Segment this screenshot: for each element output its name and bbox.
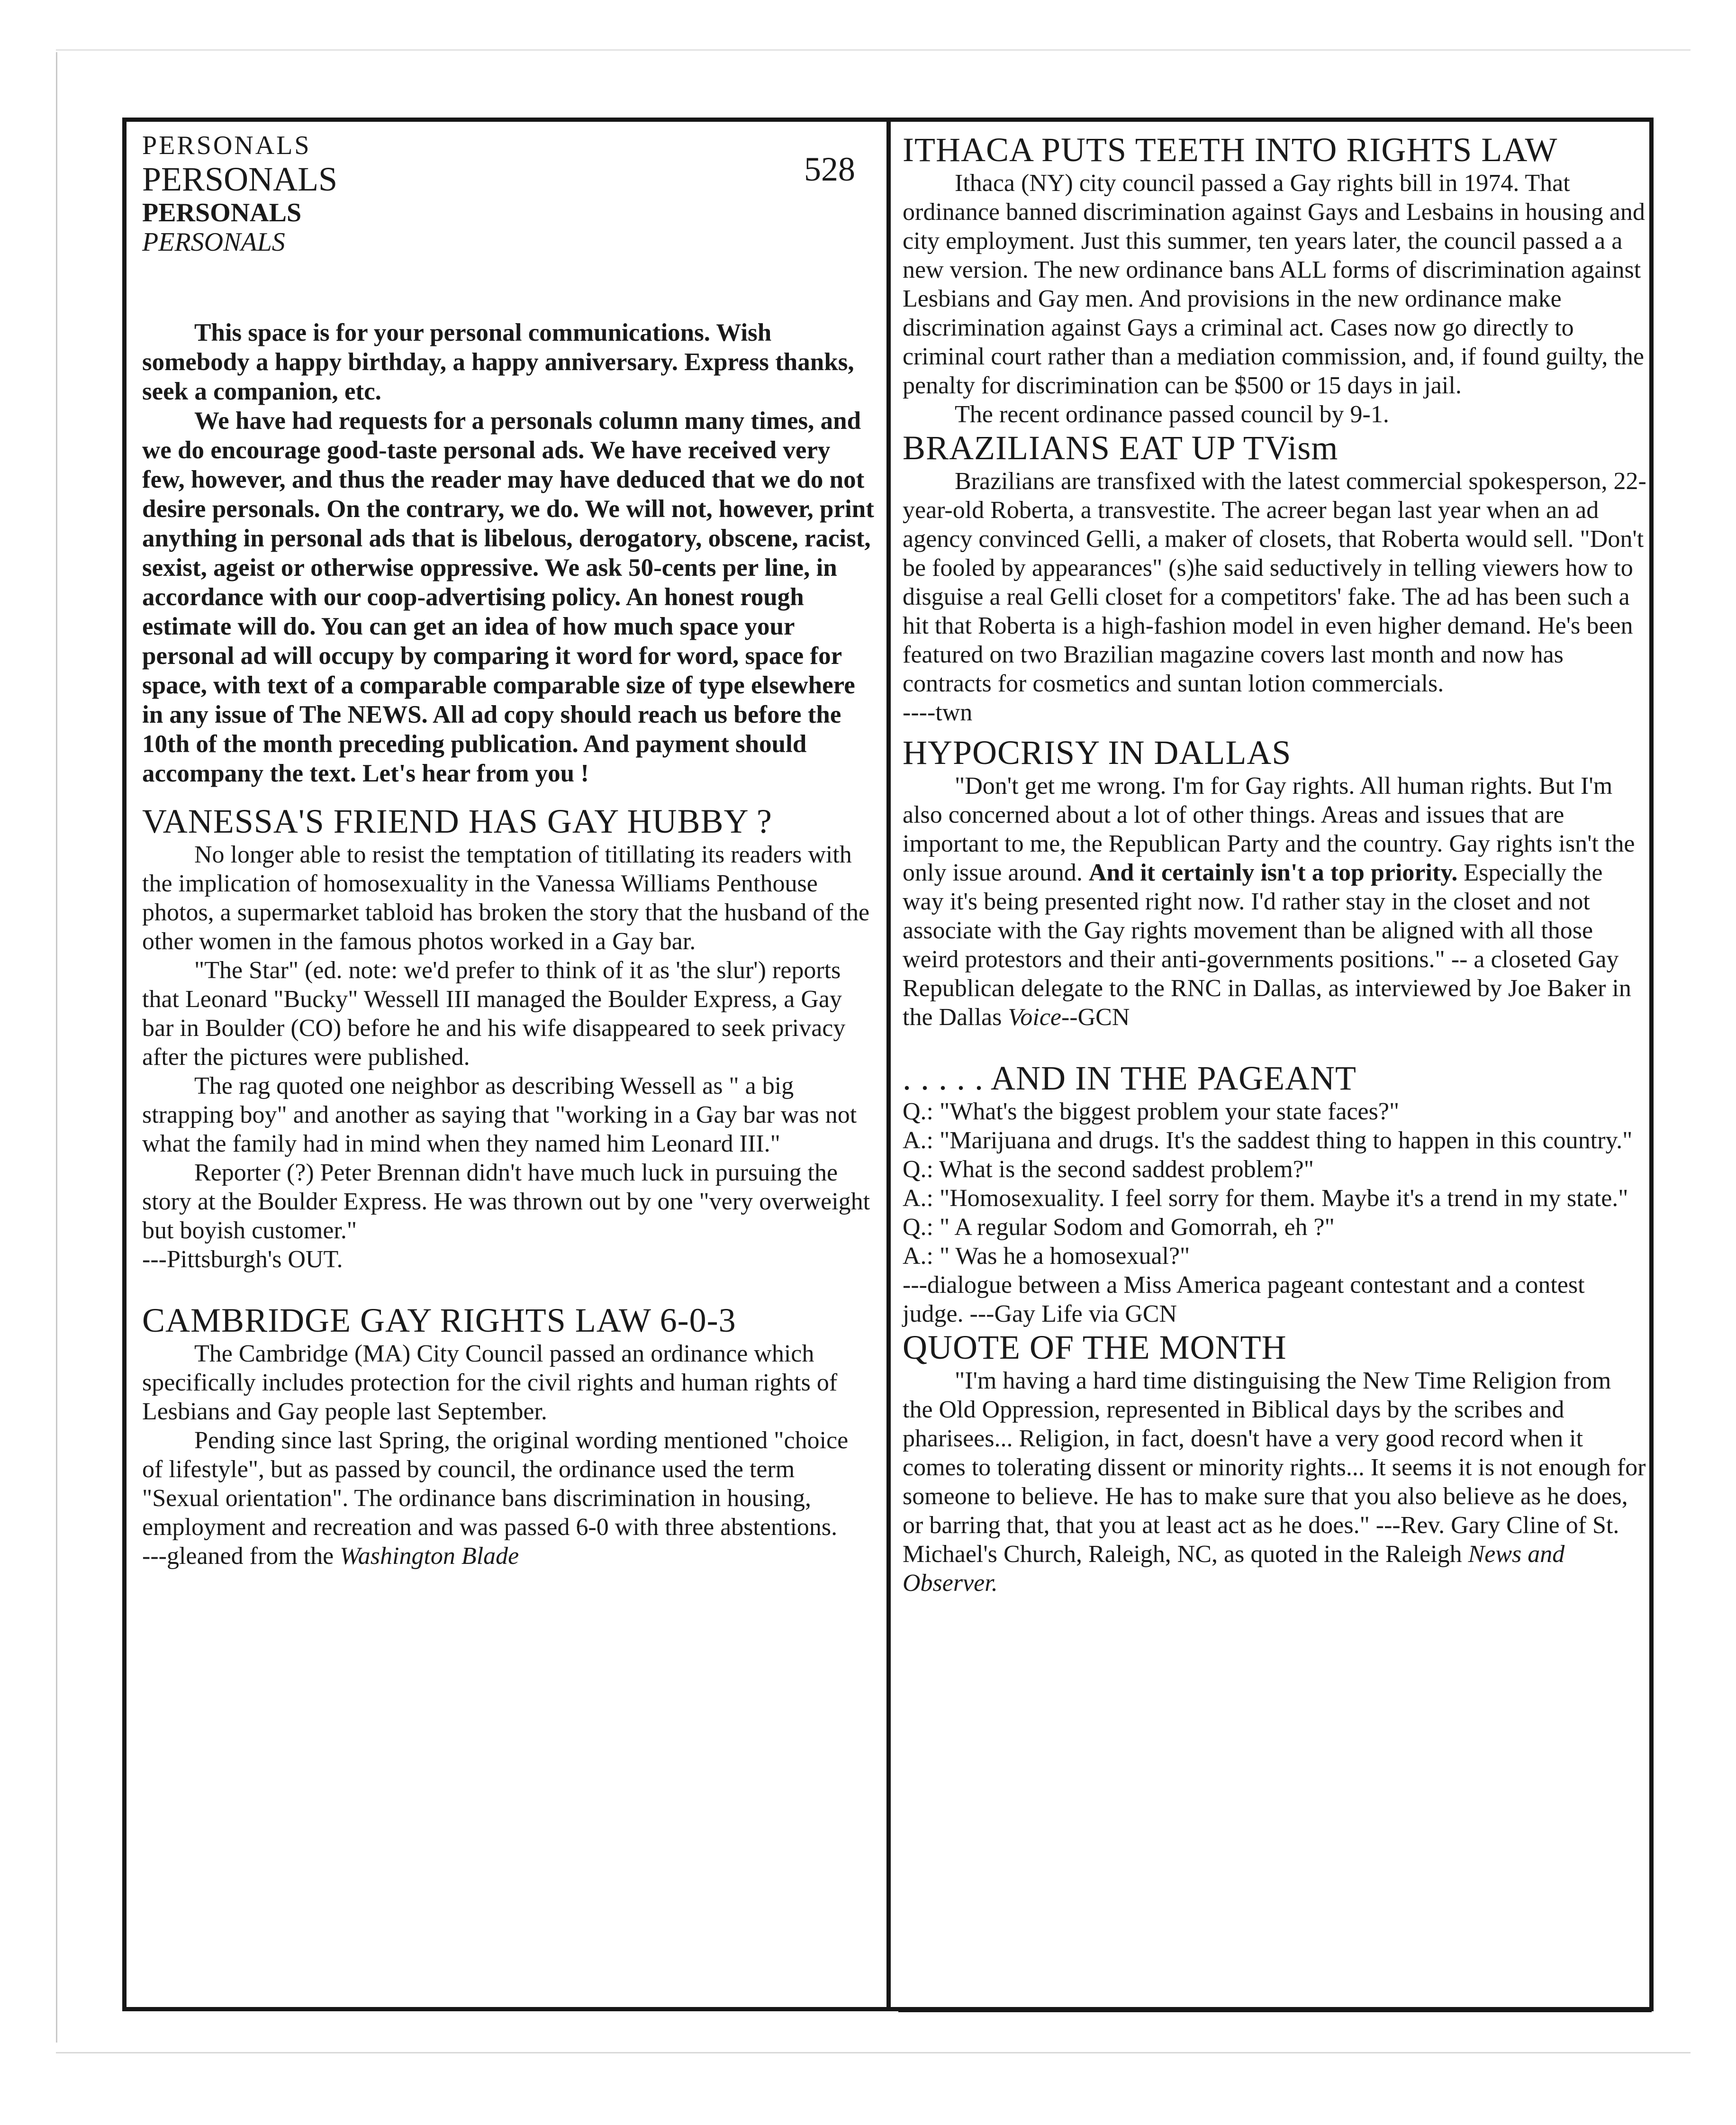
- vanessa-paragraph: Reporter (?) Peter Brennan didn't have much luck in pursuing the story at the Boulder Express. He was thrown out by one "very overweight but boyish customer.": [142, 1159, 870, 1244]
- personals-paragraph: This space is for your personal communications. Wish somebody a happy birthday, a happy anniversary. Express thanks, seek a companion, etc.: [142, 319, 854, 405]
- personals-header-2: PERSONALS: [142, 160, 338, 198]
- dallas-source-tail: --GCN: [1061, 1004, 1130, 1031]
- left-column: [142, 131, 874, 1571]
- quote-text: "I'm having a hard time distinguising the New Time Religion from the Old Oppression, represented in Biblical days by the scribes and pharisees... Religion, in fact, doesn't have a very good record when it comes to tolerating dissent or minority rights... It seems it is not enough for someone to believe. He has to make sure that you also believe as he does, or barring that, that you at least act as he does." ---Rev. Gary Cline of St. Michael's Church, Raleigh, NC, as quoted in the Raleigh: [903, 1367, 1646, 1568]
- pageant-line: A.: " Was he a homosexual?": [903, 1243, 1190, 1270]
- pageant-line: A.: "Marijuana and drugs. It's the saddest thing to happen in this country.": [903, 1127, 1633, 1154]
- personals-header: [142, 131, 874, 275]
- cambridge-credit-source: Washington Blade: [340, 1543, 519, 1570]
- dallas-text-b: Especially the way it's being presented right now. I'd rather stay in the closet and not associate with the Gay rights movement than be aligned with all those weird protestors and their anti-governments positions." -- a closeted Gay Republican delegate to the RNC in Dallas, as interviewed by Joe Baker in the Dallas: [903, 859, 1631, 1031]
- pageant-line: Q.: "What's the biggest problem your state faces?": [903, 1098, 1400, 1125]
- pageant-line: Q.: What is the second saddest problem?": [903, 1156, 1314, 1183]
- personals-header-1: PERSONALS: [142, 131, 311, 160]
- dallas-text-a: "Don't get me wrong. I'm for Gay rights. All human rights. But I'm also concerned about a lot of other things. Areas and issues that are important to me, the Republican Party and the country. Gay rights isn't the only issue around.: [903, 772, 1635, 886]
- pageant-line: Q.: " A regular Sodom and Gomorrah, eh ?": [903, 1214, 1335, 1241]
- brazil-paragraph: Brazilians are transfixed with the latest commercial spokesperson, 22-year-old Roberta, a transvestite. The acreer began last year when an ad agency convinced Gelli, a maker of closets, that Roberta would sell. "Don't be fooled by appearances" (s)he said seductively in telling viewers how to disguise a real Gelli closet for a competitors' fake. The ad has been such a hit that Roberta is a high-fashion model in even higher demand. He's been featured on two Brazilian magazine covers last month and now has contracts for cosmetics and suntan lotion commercials.: [903, 468, 1646, 697]
- ithaca-paragraph: Ithaca (NY) city council passed a Gay rights bill in 1974. That ordinance banned discrimination against Gays and Lesbains in housing and city employment. Just this summer, ten years later, the council passed a a new version. The new ordinance bans ALL forms of discrimination against Lesbians and Gay men. And provisions in the new ordinance make discrimination against Gays a criminal act. Cases now go directly to criminal court rather than a mediation commission, and, if found guilty, the penalty for discrimination can be $500 or 15 days in jail.: [903, 170, 1645, 399]
- vanessa-credit: ---Pittsburgh's OUT.: [142, 1246, 343, 1273]
- dallas-source: Voice: [1008, 1004, 1061, 1031]
- vanessa-headline: VANESSA'S FRIEND HAS GAY HUBBY ?: [142, 802, 772, 840]
- vanessa-paragraph: "The Star" (ed. note: we'd prefer to think of it as 'the slur') reports that Leonard "Bucky" Wessell III managed the Boulder Express, a Gay bar in Boulder (CO) before he and his wife disappeared to seek privacy after the pictures were published.: [142, 957, 846, 1071]
- quote-source: News and Observer.: [903, 1541, 1565, 1597]
- brazil-headline: BRAZILIANS EAT UP TVism: [903, 429, 1338, 467]
- ithaca-headline: ITHACA PUTS TEETH INTO RIGHTS LAW: [903, 131, 1558, 169]
- page-edge-left: [56, 52, 57, 2043]
- vanessa-paragraph: No longer able to resist the temptation of titillating its readers with the implication of homosexuality in the Vanessa Williams Penthouse photos, a supermarket tabloid has broken the story that the husband of the other women in the famous photos worked in a Gay bar.: [142, 841, 870, 955]
- cambridge-credit: [142, 1542, 874, 1571]
- right-column: [903, 131, 1646, 1598]
- cambridge-paragraph: Pending since last Spring, the original wording mentioned "choice of lifestyle", but as passed by council, the ordinance used the term "Sexual orientation". The ordinance bans discrimination in housing, employment and recreation and was passed 6-0 with three abstentions.: [142, 1427, 849, 1541]
- cambridge-headline: CAMBRIDGE GAY RIGHTS LAW 6-0-3: [142, 1301, 736, 1339]
- page-number: 528: [804, 150, 855, 188]
- dallas-text-bold: And it certainly isn't a top priority.: [1088, 859, 1458, 886]
- page-edge-bottom: [56, 2052, 1691, 2053]
- cambridge-paragraph: The Cambridge (MA) City Council passed an ordinance which specifically includes protection for the civil rights and human rights of Lesbians and Gay people last September.: [142, 1340, 838, 1425]
- border-shadow: [898, 2007, 1652, 2012]
- pageant-line: A.: "Homosexuality. I feel sorry for them. Maybe it's a trend in my state.": [903, 1185, 1628, 1212]
- vanessa-paragraph: The rag quoted one neighbor as describing Wessell as " a big strapping boy" and another as saying that "working in a Gay bar was not what the family had in mind when they named him Leonard III.": [142, 1072, 857, 1157]
- cambridge-credit-prefix: ---gleaned from the: [142, 1543, 340, 1570]
- ithaca-paragraph: The recent ordinance passed council by 9-1.: [955, 401, 1389, 428]
- quote-paragraph: [903, 1366, 1646, 1598]
- brazil-credit: ----twn: [903, 699, 973, 726]
- pageant-headline: . . . . . AND IN THE PAGEANT: [903, 1059, 1357, 1097]
- personals-header-4: PERSONALS: [142, 227, 285, 257]
- page-edge-top: [56, 49, 1691, 51]
- personals-paragraph: We have had requests for a personals column many times, and we do encourage good-taste personal ads. We have received very few, however, and thus the reader may have deduced that we do not desire personals. On the contrary, we do. We will not, however, print anything in personal ads that is libelous, derogatory, obscene, racist, sexist, ageist or otherwise oppressive. We ask 50-cents per line, in accordance with our coop-advertising policy. An honest rough estimate will do. You can get an idea of how much space your personal ad will occupy by comparing it word for word, space for space, with text of a comparable comparable size of type elsewhere in any issue of The NEWS. All ad copy should reach us before the 10th of the month preceding publication. And payment should accompany the text. Let's hear from you !: [142, 407, 874, 787]
- column-divider: [886, 118, 891, 2011]
- personals-header-3: PERSONALS: [142, 198, 302, 227]
- quote-headline: QUOTE OF THE MONTH: [903, 1328, 1287, 1366]
- pageant-credit: ---dialogue between a Miss America pageant contestant and a contest judge. ---Gay Life via GCN: [903, 1271, 1585, 1327]
- dallas-paragraph: [903, 772, 1646, 1032]
- dallas-headline: HYPOCRISY IN DALLAS: [903, 734, 1292, 772]
